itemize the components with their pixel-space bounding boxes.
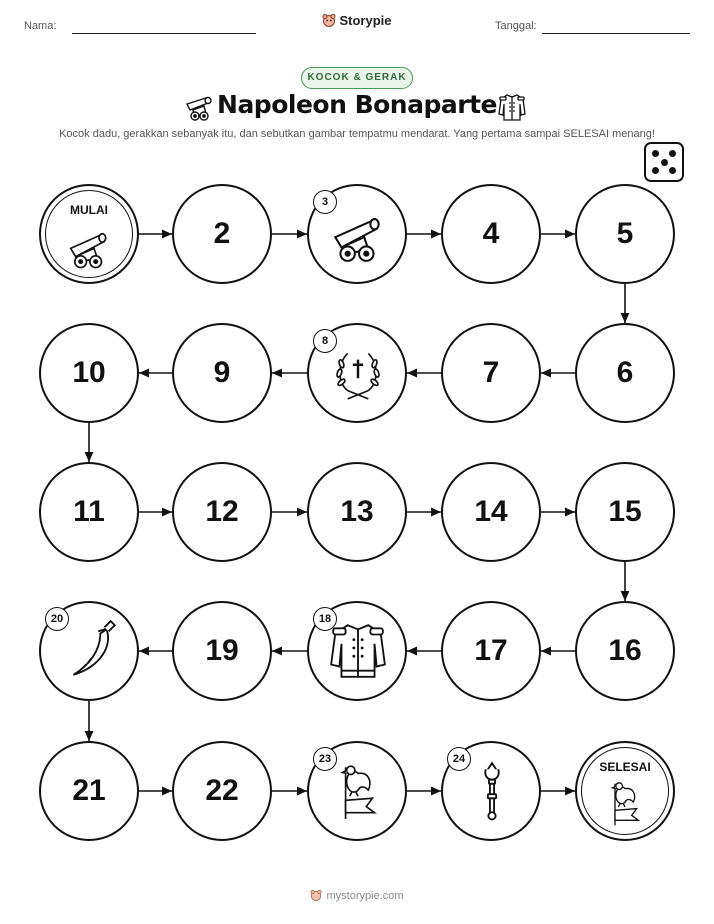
footer-site: mystorypie.com [326,890,404,902]
name-label: Nama: [24,20,57,32]
instructions: Kocok dadu, gerakkan sebanyak itu, dan sebutkan gambar tempatmu mendarat. Yang pertama sampai SELESAI menang! [59,128,655,140]
space-number: 13 [340,495,374,528]
space-number: 21 [72,774,106,807]
cannon-icon [64,220,114,270]
sabre-icon [59,619,121,681]
finish-space [575,741,675,841]
space-number: 22 [205,774,239,807]
board-space-15 [575,462,675,562]
space-number: 16 [608,634,642,667]
board-space-22 [172,741,272,841]
space-number: 6 [616,356,634,389]
board-space-8 [307,323,407,423]
board-space-12 [172,462,272,562]
board-space-13 [307,462,407,562]
space-number-badge: 24 [447,747,471,771]
laurel-wreath-icon [327,341,389,403]
military-jacket-icon [327,619,389,681]
storypie-mascot-icon [310,889,322,901]
board-space-6 [575,323,675,423]
start-label: MULAI [70,203,108,217]
board-space-23 [307,741,407,841]
scepter-icon [461,759,523,821]
space-number-badge: 18 [313,607,337,631]
eagle-standard-icon [327,759,389,821]
space-number: 19 [205,634,239,667]
date-label: Tanggal: [495,20,537,32]
page-title: Napoleon Bonaparte [217,90,497,119]
board-space-7 [441,323,541,423]
space-number-badge: 8 [313,329,337,353]
board-space-21 [39,741,139,841]
brand-name: Storypie [339,13,392,28]
space-number: 14 [474,495,508,528]
board-space-17 [441,601,541,701]
space-number: 2 [213,217,231,250]
board-space-10 [39,323,139,423]
space-number: 10 [72,356,106,389]
board-space-20 [39,601,139,701]
board-space-24 [441,741,541,841]
start-space [39,184,139,284]
finish-label: SELESAI [599,760,651,774]
footer [0,889,714,902]
space-number: 4 [482,217,500,250]
board-space-14 [441,462,541,562]
space-number: 11 [73,495,105,528]
board-space-5 [575,184,675,284]
board-space-18 [307,601,407,701]
space-number: 17 [474,634,508,667]
space-number: 15 [608,495,642,528]
board-space-3 [307,184,407,284]
board-space-11 [39,462,139,562]
board-space-2 [172,184,272,284]
board-space-19 [172,601,272,701]
eagle-standard-icon [600,777,650,827]
space-number-badge: 3 [313,190,337,214]
space-number: 9 [213,356,231,389]
activity-tag: KOCOK & GERAK [301,67,413,89]
board-space-16 [575,601,675,701]
space-number: 5 [616,217,634,250]
board-space-4 [441,184,541,284]
board-space-9 [172,323,272,423]
space-number-badge: 20 [45,607,69,631]
space-number: 7 [482,356,500,389]
space-number-badge: 23 [313,747,337,771]
space-number: 12 [205,495,239,528]
cannon-icon [327,202,389,264]
